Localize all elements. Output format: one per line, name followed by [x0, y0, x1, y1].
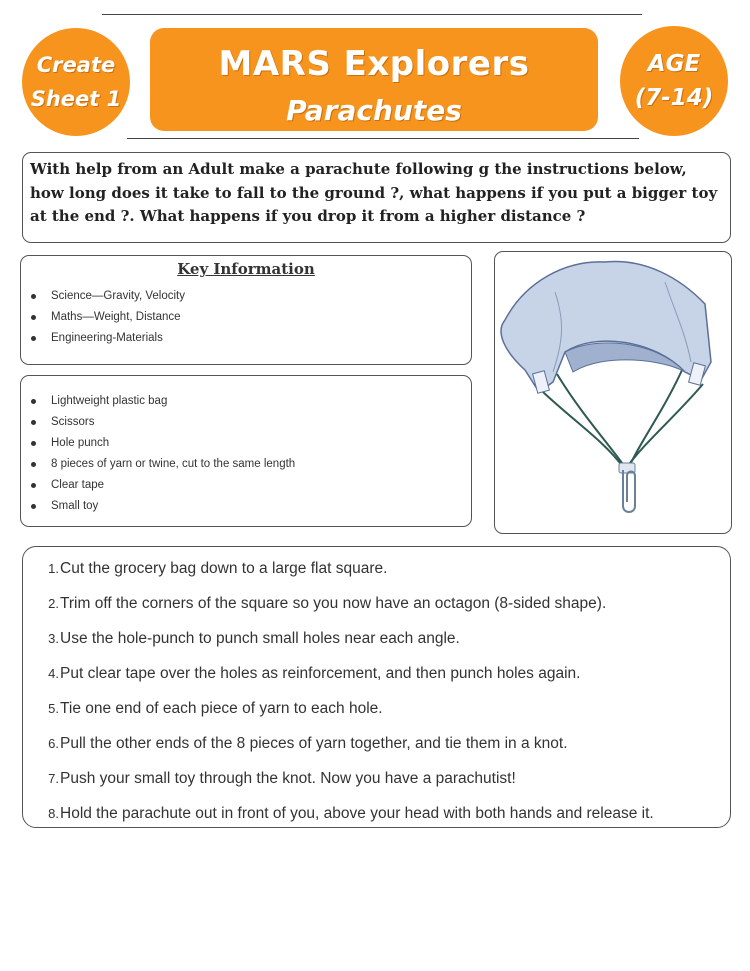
list-item: Lightweight plastic bag [21, 391, 471, 412]
age-range: (7-14) [634, 85, 714, 111]
list-item: Science—Gravity, Velocity [21, 286, 471, 307]
step-number: 7. [48, 771, 59, 786]
step-number: 1. [48, 561, 59, 576]
step-text: Cut the grocery bag down to a large flat square. [60, 560, 388, 577]
header-bottom-rule [127, 138, 639, 139]
step-text: Push your small toy through the knot. Now you have a parachutist! [60, 770, 516, 787]
key-information-heading: Key Information [177, 260, 315, 278]
step-number: 5. [48, 701, 59, 716]
list-item [23, 691, 730, 726]
key-information-list [21, 286, 471, 349]
materials-list [21, 391, 471, 517]
list-item: 8 pieces of yarn or twine, cut to the same length [21, 454, 471, 475]
step-text: Hold the parachute out in front of you, above your head with both hands and release it. [60, 805, 654, 822]
step-text: Put clear tape over the holes as reinforcement, and then punch holes again. [60, 665, 581, 682]
list-item: Hole punch [21, 433, 471, 454]
age-label: AGE [647, 51, 701, 77]
instructions-panel [22, 546, 731, 828]
title-banner [150, 28, 598, 131]
step-number: 8. [48, 806, 59, 821]
list-item: Scissors [21, 412, 471, 433]
list-item [23, 656, 730, 691]
intro-text: With help from an Adult make a parachute following g the instructions below, how long does it take to fall to the ground ?, what happens if you put a bigger toy at the end ?. What happens if you drop it from a higher distance ? [30, 160, 718, 225]
list-item: Small toy [21, 496, 471, 517]
step-text: Trim off the corners of the square so you now have an octagon (8-sided shape). [60, 595, 607, 612]
age-badge [620, 26, 728, 136]
step-number: 6. [48, 736, 59, 751]
list-item: Maths—Weight, Distance [21, 307, 471, 328]
list-item [23, 621, 730, 656]
page-title: MARS Explorers [218, 44, 530, 84]
list-item [23, 796, 730, 831]
step-text: Use the hole-punch to punch small holes near each angle. [60, 630, 460, 647]
instructions-list [23, 551, 730, 831]
list-item [23, 726, 730, 761]
key-information-panel [20, 255, 472, 365]
list-item [23, 551, 730, 586]
illustration-panel [494, 251, 732, 534]
intro-panel [22, 152, 731, 243]
create-sheet-badge [22, 28, 130, 136]
step-text: Tie one end of each piece of yarn to each hole. [60, 700, 383, 717]
badge-line-1: Create [36, 53, 116, 77]
step-number: 2. [48, 596, 59, 611]
list-item [23, 761, 730, 796]
list-item: Engineering-Materials [21, 328, 471, 349]
parachute-illustration-icon [495, 252, 731, 533]
list-item: Clear tape [21, 475, 471, 496]
page-subtitle: Parachutes [286, 94, 462, 127]
step-number: 4. [48, 666, 59, 681]
badge-line-2: Sheet 1 [30, 87, 122, 111]
materials-panel [20, 375, 472, 527]
step-text: Pull the other ends of the 8 pieces of yarn together, and tie them in a knot. [60, 735, 568, 752]
step-number: 3. [48, 631, 59, 646]
list-item [23, 586, 730, 621]
header-top-rule [102, 14, 642, 15]
